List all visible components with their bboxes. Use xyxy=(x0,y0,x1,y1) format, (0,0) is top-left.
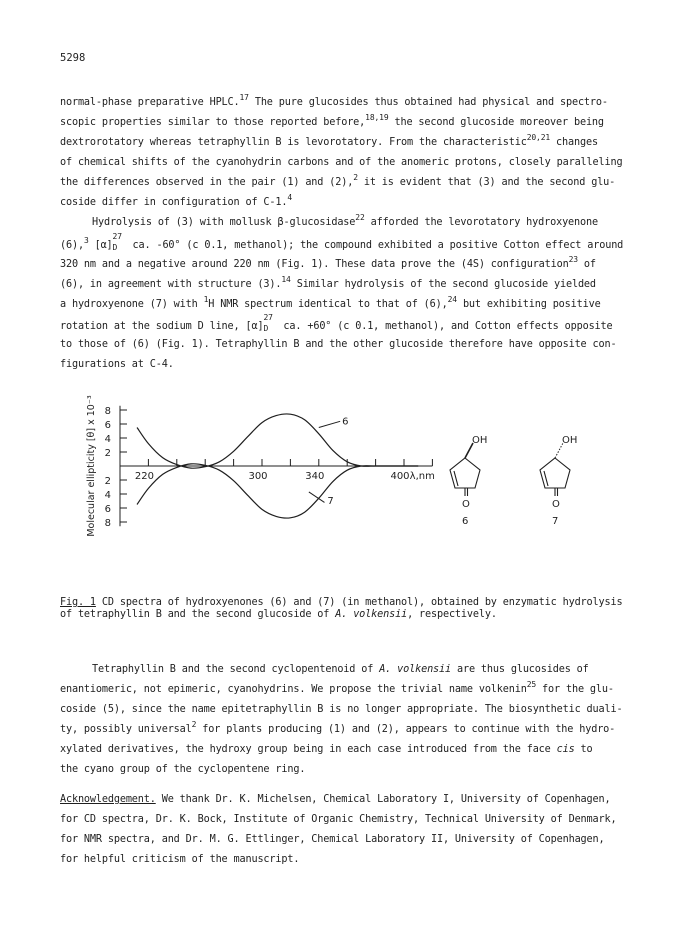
text: for the glu- xyxy=(536,684,614,695)
text-line xyxy=(60,275,596,290)
cd-spectra-chart xyxy=(60,368,435,593)
text: the second glucoside moreover being xyxy=(388,117,604,128)
reference: 2 xyxy=(353,173,358,182)
text: it is evident that (3) and the second glu- xyxy=(357,177,616,188)
double-bond xyxy=(454,471,458,486)
reference: 4 xyxy=(287,193,293,202)
text: normal-phase preparative HPLC. xyxy=(60,97,240,108)
text: but exhibiting positive xyxy=(456,299,601,310)
compound-label: 6 xyxy=(462,516,469,527)
text: 320 nm and a negative around 220 nm (Fig. 1). These data prove the (4S) configuration xyxy=(60,259,569,270)
y-tick-label: 6 xyxy=(104,420,111,431)
subscript: D xyxy=(112,243,118,252)
text: dextrorotatory whereas tetraphyllin B is levorotatory. From the characteristic xyxy=(60,137,527,148)
x-tick-label: 400 xyxy=(390,471,410,482)
text: enantiomeric, not epimeric, cyanohydrins. We propose the trivial name volkenin xyxy=(60,684,527,695)
x-axis-label: λ,nm xyxy=(409,471,435,482)
text-line xyxy=(60,173,616,188)
oxygen-label: O xyxy=(462,499,470,510)
reference: 14 xyxy=(281,275,291,284)
italic-text: cis xyxy=(556,744,575,755)
oxygen-label: O xyxy=(552,499,560,510)
text: figurations at C-4. xyxy=(60,359,174,370)
text: (6), in agreement with structure (3). xyxy=(60,279,282,290)
text: CD spectra of hydroxyenones (6) and (7) (in methanol), obtained by enzymatic hydrolysis xyxy=(95,597,623,608)
y-tick-label: 8 xyxy=(104,518,111,529)
superscript: 27 xyxy=(263,313,273,322)
compound-label: 7 xyxy=(552,516,559,527)
reference: 24 xyxy=(447,295,457,304)
y-tick-label: 2 xyxy=(104,476,111,487)
text: for helpful criticism of the manuscript. xyxy=(60,854,300,865)
reference: 2 xyxy=(191,720,197,729)
text: changes xyxy=(550,137,598,148)
species-name: A. volkensii xyxy=(379,664,452,675)
text: coside differ in configuration of C-1. xyxy=(60,197,288,208)
y-tick-label: 4 xyxy=(104,434,111,445)
text: to xyxy=(574,744,593,755)
text-line xyxy=(60,157,622,168)
text-line xyxy=(60,193,293,208)
y-tick-label: 4 xyxy=(104,490,111,501)
subscript: D xyxy=(263,324,269,333)
text-line xyxy=(60,597,622,608)
text: We thank Dr. K. Michelsen, Chemical Laboratory I, University of Copenhagen, xyxy=(155,794,611,805)
reference: 20,21 xyxy=(526,133,551,142)
x-tick-label: 340 xyxy=(305,471,325,482)
text-line xyxy=(60,794,610,805)
text: [α] xyxy=(88,240,113,251)
x-tick-label: 300 xyxy=(248,471,268,482)
species-name: A. volkensii xyxy=(335,609,408,620)
text-line xyxy=(60,744,593,755)
curve-label-7: 7 xyxy=(327,495,334,507)
structure-6 xyxy=(450,435,487,527)
reference: 23 xyxy=(568,255,578,264)
text-line xyxy=(92,664,589,675)
text: ty, possibly universal xyxy=(60,724,192,735)
text-line xyxy=(60,133,598,148)
text: of tetraphyllin B and the second glucoside of xyxy=(60,609,336,620)
text-line xyxy=(60,854,299,865)
text: rotation at the sodium D line, [α] xyxy=(60,321,264,332)
y-tick-label: 6 xyxy=(104,504,111,515)
text-line xyxy=(92,213,598,228)
acknowledgement-heading: Acknowledgement. xyxy=(60,794,156,805)
text: are thus glucosides of xyxy=(451,664,589,675)
figure-label: Fig. 1 xyxy=(60,597,96,608)
reference: 25 xyxy=(526,680,537,689)
text-line xyxy=(60,313,613,333)
text: for NMR spectra, and Dr. M. G. Ettlinger, Chemical Laboratory II, University of Copenhagen, xyxy=(60,834,605,845)
text: scopic properties similar to those reported before, xyxy=(60,117,366,128)
text: to those of (6) (Fig. 1). Tetraphyllin B and the other glucoside therefore have opposite con- xyxy=(60,339,617,350)
text: Hydrolysis of (3) with mollusk β-glucosidase xyxy=(92,217,356,228)
y-tick-label: 2 xyxy=(104,448,111,459)
text: afforded the levorotatory hydroxyenone xyxy=(364,217,598,228)
x-tick-label: 220 xyxy=(134,471,154,482)
text-line xyxy=(60,680,614,695)
curve-label-6: 6 xyxy=(342,416,349,428)
text: a hydroxyenone (7) with xyxy=(60,299,204,310)
y-axis-label: Molecular ellipticity [θ] x 10⁻³ xyxy=(86,395,97,537)
text: for CD spectra, Dr. K. Bock, Institute of Organic Chemistry, Technical University of Denmark, xyxy=(60,814,617,825)
text: ca. +60° (c 0.1, methanol), and Cotton effects opposite xyxy=(277,321,613,332)
series-curve-7 xyxy=(134,464,418,518)
text-line xyxy=(60,295,601,310)
text-line xyxy=(60,814,616,825)
text: Tetraphyllin B and the second cyclopentenoid of xyxy=(92,664,380,675)
text: (6), xyxy=(60,240,84,251)
text: ca. -60° (c 0.1, methanol); the compound exhibited a positive Cotton effect around xyxy=(126,240,624,251)
text-line xyxy=(60,113,604,128)
text: of xyxy=(577,259,596,270)
text: Similar hydrolysis of the second glucoside yielded xyxy=(290,279,596,290)
reference: 17 xyxy=(239,93,249,102)
page-number: 5298 xyxy=(60,52,86,64)
text: xylated derivatives, the hydroxy group being in each case introduced from the face xyxy=(60,744,557,755)
text: for plants producing (1) and (2), appears to continue with the hydro- xyxy=(196,724,616,735)
text-line xyxy=(60,232,624,252)
text: the cyano group of the cyclopentene ring. xyxy=(60,764,306,775)
structure-7 xyxy=(540,435,577,527)
text: The pure glucosides thus obtained had physical and spectro- xyxy=(248,97,608,108)
text-line xyxy=(60,255,596,270)
text-line xyxy=(60,704,622,715)
reference: 22 xyxy=(355,213,365,222)
text: of chemical shifts of the cyanohydrin carbons and of the anomeric protons, closely paralleling xyxy=(60,157,623,168)
text-line xyxy=(60,339,616,350)
text-line xyxy=(60,93,608,108)
text-line xyxy=(60,720,616,735)
text: coside (5), since the name epitetraphyllin B is no longer appropriate. The biosynthetic duali- xyxy=(60,704,623,715)
text-line xyxy=(60,834,605,845)
text: , respectively. xyxy=(407,609,497,620)
hydroxyl-label: OH xyxy=(562,435,578,446)
double-bond xyxy=(544,471,548,486)
superscript: 1 xyxy=(203,295,209,304)
y-tick-label: 8 xyxy=(104,406,111,417)
label-arrow-6 xyxy=(319,421,340,427)
hydroxyl-label: OH xyxy=(472,435,488,446)
text-line xyxy=(60,764,305,775)
text: H NMR spectrum identical to that of (6), xyxy=(208,299,448,310)
text-line xyxy=(60,609,497,620)
chemical-structures xyxy=(435,430,605,530)
superscript: 27 xyxy=(112,232,122,241)
reference: 3 xyxy=(83,236,89,245)
reference: 18,19 xyxy=(365,113,389,122)
text: the differences observed in the pair (1) and (2), xyxy=(60,177,354,188)
